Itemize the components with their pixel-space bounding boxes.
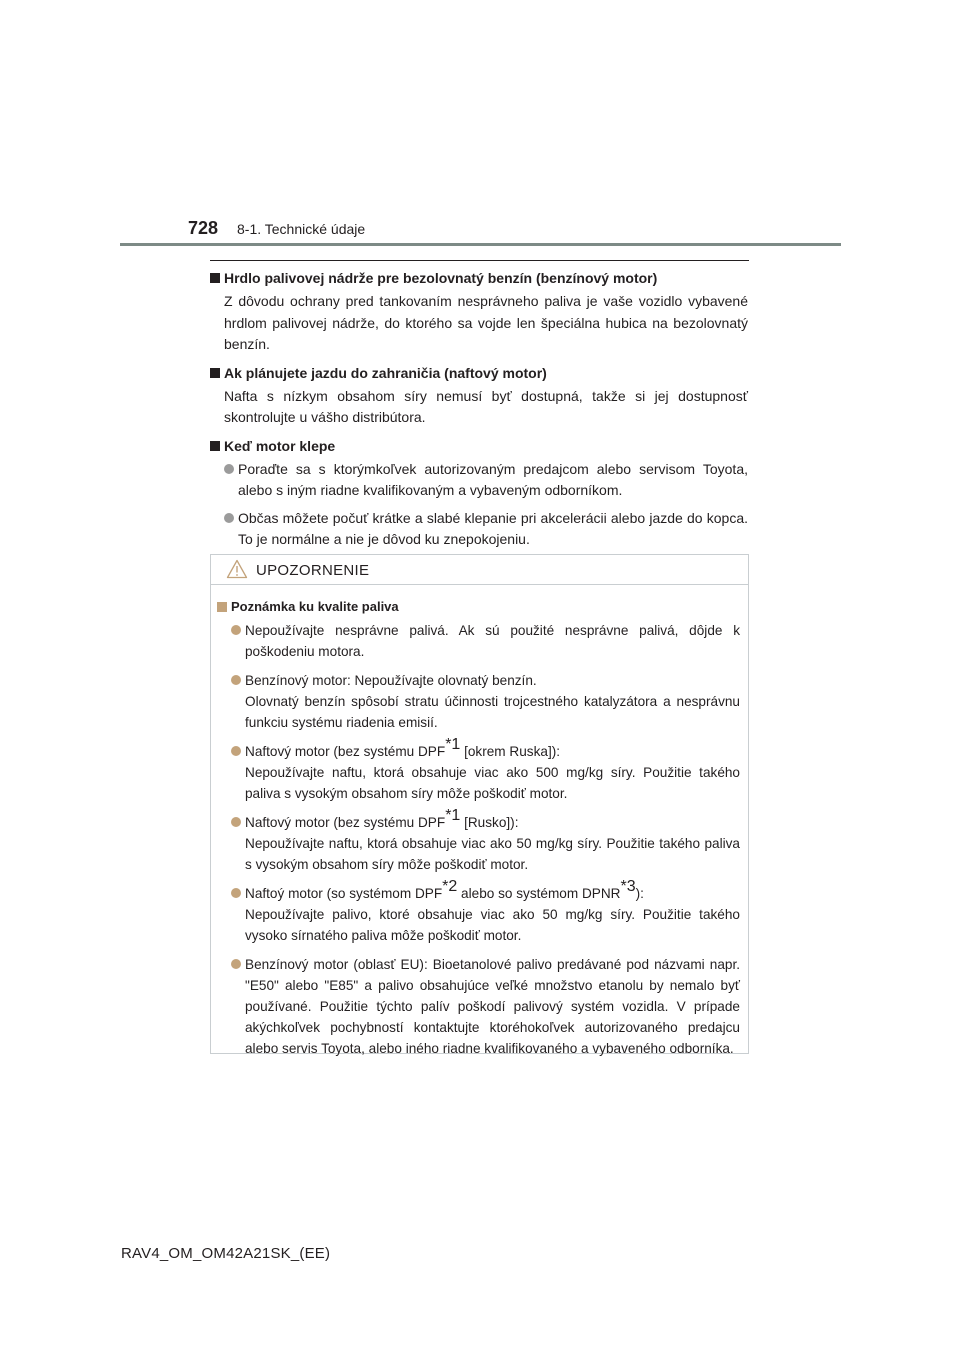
round-bullet-icon [224, 513, 234, 523]
round-bullet-icon [231, 675, 241, 685]
block-title-text: Keď motor klepe [224, 437, 336, 454]
block-title [210, 268, 748, 288]
caution-item-head-mid: alebo so systémom DPNR [457, 886, 621, 901]
caution-item-text [245, 736, 740, 804]
list-item [210, 459, 748, 502]
caution-box [210, 554, 749, 1054]
caution-item-text [245, 878, 740, 946]
document-code: RAV4_OM_OM42A21SK_(EE) [121, 1245, 331, 1262]
caution-item [217, 807, 740, 875]
round-bullet-icon [231, 959, 241, 969]
square-bullet-icon [210, 441, 220, 451]
caution-item-head: Naftový motor (bez systému DPF [245, 744, 446, 759]
block-text: Nafta s nízkym obsahom síry nemusí byť dostupná, takže si jej dostupnosť skontrolujte u vášho distribútora. [224, 387, 748, 425]
caution-item-head-tail: [okrem Ruska]): [460, 744, 561, 759]
caution-item-head-tail: [Rusko]): [460, 815, 519, 830]
square-bullet-icon [210, 368, 220, 378]
main-content [210, 268, 748, 551]
caution-item-head-tail: ): [635, 886, 644, 901]
list-item-text: Poraďte sa s ktorýmkoľvek autorizovaným predajcom alebo servisom Toyota, alebo s iným riadne kvalifikovaným a vybaveným odborníkom. [238, 460, 748, 498]
round-bullet-icon [231, 817, 241, 827]
caution-item [217, 736, 740, 804]
block-title-text: Hrdlo palivovej nádrže pre bezolovnatý benzín (benzínový motor) [224, 270, 658, 286]
round-bullet-icon [231, 888, 241, 898]
block-title [210, 363, 748, 383]
caution-item-text: Benzínový motor (oblasť EU): Bioetanolové palivo predávané pod názvami napr. "E50" alebo "E85" a palivo obsahujúce veľké množstvo etanolu by nemalo byť používané. Použitie týchto palív poškodí palivový systém vozidla. V prípade akýchkoľvek pochybností kontaktujte ktoréhokoľvek autorizovaného predajcu alebo servis Toyota, alebo iného riadne kvalifikovaného a vybaveného odborníka. [245, 957, 740, 1056]
caution-section-title [217, 597, 740, 617]
caution-header [211, 555, 748, 585]
caution-item-text [245, 807, 740, 875]
caution-item-line: Olovnatý benzín spôsobí stratu účinnosti trojcestného katalyzátora a nesprávnu funkciu systému riadenia emisií. [245, 694, 740, 730]
caution-item [217, 954, 740, 1059]
content-divider [210, 260, 749, 261]
caution-item [217, 878, 740, 946]
footnote-ref: *1 [445, 736, 461, 754]
footnote-ref: *1 [445, 807, 461, 825]
footnote-ref: *3 [620, 878, 636, 896]
block-title [210, 436, 748, 456]
square-bullet-icon [217, 602, 227, 612]
footnote-ref: *2 [442, 878, 458, 896]
block-text: Z dôvodu ochrany pred tankovaním nesprávneho paliva je vaše vozidlo vybavené hrdlom palivovej nádrže, do ktorého sa vojde len špeciálna hubica na bezolovnatý benzín. [224, 293, 748, 352]
caution-item-line: Benzínový motor: Nepoužívajte olovnatý benzín. [245, 673, 537, 688]
page-number: 728 [188, 218, 219, 238]
list-item-text: Občas môžete počuť krátke a slabé klepanie pri akcelerácii alebo jazde do kopca. To je normálne a nie je dôvod ku znepokojeniu. [238, 509, 748, 547]
round-bullet-icon [231, 746, 241, 756]
caution-item-line: Nepoužívajte naftu, ktorá obsahuje viac ako 50 mg/kg síry. Použitie takého paliva s vysokým obsahom síry môže poškodiť motor. [245, 836, 740, 872]
list-item [210, 508, 748, 551]
caution-item [217, 670, 740, 733]
caution-item [217, 620, 740, 662]
caution-body [211, 585, 748, 1059]
caution-item-head: Naftoý motor (so systémom DPF [245, 886, 443, 901]
square-bullet-icon [210, 273, 220, 283]
caution-label: UPOZORNENIE [256, 562, 370, 579]
caution-item-text [245, 670, 740, 733]
caution-section-title-text: Poznámka ku kvalite paliva [231, 599, 399, 614]
section-title: 8-1. Technické údaje [237, 221, 366, 237]
round-bullet-icon [231, 625, 241, 635]
warning-triangle-icon [226, 559, 248, 579]
caution-item-text: Nepoužívajte nesprávne palivá. Ak sú použité nesprávne palivá, dôjde k poškodeniu motora. [245, 623, 740, 659]
caution-item-line: Nepoužívajte palivo, ktoré obsahuje viac ako 50 mg/kg síry. Použitie takého vysoko sírnatého paliva môže poškodiť motor. [245, 907, 740, 943]
round-bullet-icon [224, 464, 234, 474]
block-title-text: Ak plánujete jazdu do zahraničia (naftový motor) [224, 364, 547, 381]
header-divider [120, 243, 841, 246]
caution-item-line: Nepoužívajte naftu, ktorá obsahuje viac ako 500 mg/kg síry. Použitie takého paliva s vysokým obsahom síry môže poškodiť motor. [245, 765, 740, 801]
caution-item-head: Naftový motor (bez systému DPF [245, 815, 446, 830]
